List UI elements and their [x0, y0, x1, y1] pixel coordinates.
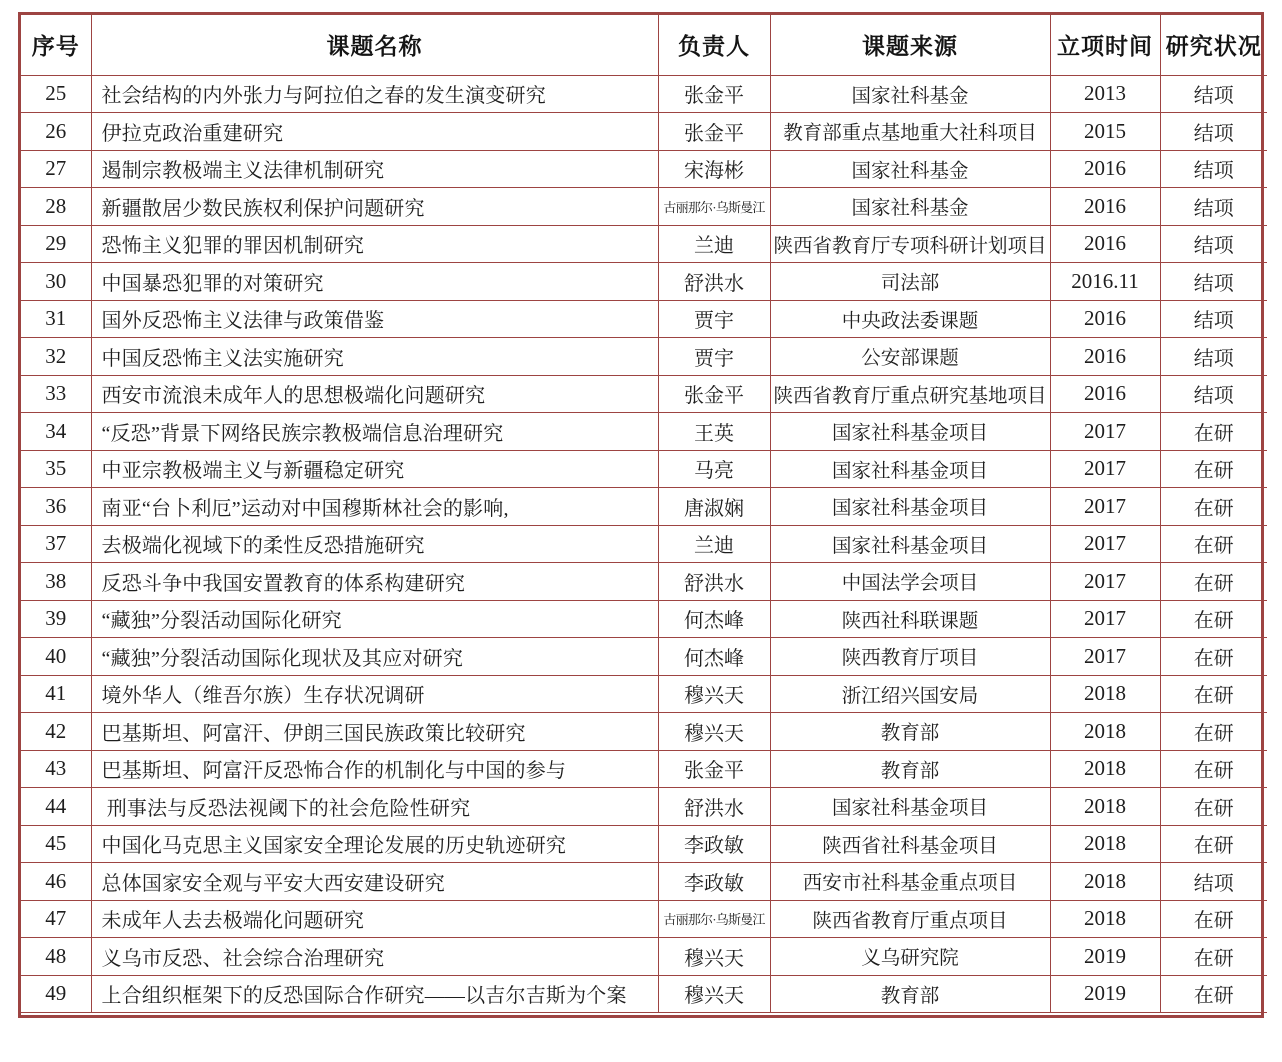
table-row — [21, 450, 1267, 488]
start-year: 2018 — [1050, 713, 1160, 751]
project-source: 义乌研究院 — [770, 938, 1050, 976]
project-title: 刑事法与反恐法视阈下的社会危险性研究 — [91, 788, 658, 826]
project-source: 陕西省教育厅重点研究基地项目 — [770, 375, 1050, 413]
table-row — [21, 638, 1267, 676]
project-source: 国家社科基金项目 — [770, 525, 1050, 563]
project-source: 国家社科基金项目 — [770, 488, 1050, 526]
start-year: 2018 — [1050, 900, 1160, 938]
row-number: 25 — [21, 75, 91, 113]
table-row — [21, 900, 1267, 938]
row-number: 42 — [21, 713, 91, 751]
row-number: 38 — [21, 563, 91, 601]
table-row — [21, 863, 1267, 901]
table-row — [21, 300, 1267, 338]
project-leader: 张金平 — [658, 75, 770, 113]
research-status: 在研 — [1160, 600, 1267, 638]
research-projects-table — [18, 12, 1264, 1018]
research-status: 在研 — [1160, 675, 1267, 713]
project-leader: 古丽那尔·乌斯曼江 — [658, 900, 770, 938]
project-source: 司法部 — [770, 263, 1050, 301]
start-year: 2017 — [1050, 450, 1160, 488]
project-source: 陕西省教育厅专项科研计划项目 — [770, 225, 1050, 263]
project-leader: 张金平 — [658, 375, 770, 413]
project-title: 中国反恐怖主义法实施研究 — [91, 338, 658, 376]
project-source: 教育部 — [770, 713, 1050, 751]
project-leader: 穆兴天 — [658, 713, 770, 751]
start-year: 2016 — [1050, 300, 1160, 338]
project-source: 国家社科基金项目 — [770, 450, 1050, 488]
research-status: 在研 — [1160, 488, 1267, 526]
research-status: 在研 — [1160, 900, 1267, 938]
project-title: 巴基斯坦、阿富汗、伊朗三国民族政策比较研究 — [91, 713, 658, 751]
row-number: 44 — [21, 788, 91, 826]
research-status: 在研 — [1160, 975, 1267, 1013]
project-title: 伊拉克政治重建研究 — [91, 113, 658, 151]
project-leader: 王英 — [658, 413, 770, 451]
project-title: 社会结构的内外张力与阿拉伯之春的发生演变研究 — [91, 75, 658, 113]
project-title: 国外反恐怖主义法律与政策借鉴 — [91, 300, 658, 338]
table-row — [21, 675, 1267, 713]
research-status: 结项 — [1160, 113, 1267, 151]
research-status: 结项 — [1160, 225, 1267, 263]
research-status: 结项 — [1160, 150, 1267, 188]
project-title: “藏独”分裂活动国际化现状及其应对研究 — [91, 638, 658, 676]
project-source: 陕西省社科基金项目 — [770, 825, 1050, 863]
project-leader: 兰迪 — [658, 225, 770, 263]
projects-table — [21, 15, 1267, 1013]
project-source: 中国法学会项目 — [770, 563, 1050, 601]
project-leader: 贾宇 — [658, 300, 770, 338]
project-title: 遏制宗教极端主义法律机制研究 — [91, 150, 658, 188]
start-year: 2017 — [1050, 525, 1160, 563]
project-source: 陕西社科联课题 — [770, 600, 1050, 638]
header-no: 序号 — [21, 15, 91, 75]
project-title: 巴基斯坦、阿富汗反恐怖合作的机制化与中国的参与 — [91, 750, 658, 788]
row-number: 46 — [21, 863, 91, 901]
table-row — [21, 113, 1267, 151]
table-row — [21, 563, 1267, 601]
header-source: 课题来源 — [770, 15, 1050, 75]
row-number: 37 — [21, 525, 91, 563]
row-number: 34 — [21, 413, 91, 451]
table-row — [21, 525, 1267, 563]
start-year: 2016 — [1050, 188, 1160, 226]
project-source: 中央政法委课题 — [770, 300, 1050, 338]
table-row — [21, 938, 1267, 976]
row-number: 28 — [21, 188, 91, 226]
research-status: 在研 — [1160, 563, 1267, 601]
project-leader: 张金平 — [658, 750, 770, 788]
row-number: 32 — [21, 338, 91, 376]
header-leader: 负责人 — [658, 15, 770, 75]
header-year: 立项时间 — [1050, 15, 1160, 75]
project-source: 国家社科基金 — [770, 75, 1050, 113]
project-source: 教育部 — [770, 750, 1050, 788]
project-source: 国家社科基金项目 — [770, 788, 1050, 826]
project-leader: 李政敏 — [658, 863, 770, 901]
row-number: 43 — [21, 750, 91, 788]
project-leader: 张金平 — [658, 113, 770, 151]
project-title: 中亚宗教极端主义与新疆稳定研究 — [91, 450, 658, 488]
research-status: 在研 — [1160, 450, 1267, 488]
project-leader: 李政敏 — [658, 825, 770, 863]
research-status: 结项 — [1160, 863, 1267, 901]
project-source: 陕西教育厅项目 — [770, 638, 1050, 676]
project-leader: 古丽那尔·乌斯曼江 — [658, 188, 770, 226]
project-source: 教育部重点基地重大社科项目 — [770, 113, 1050, 151]
row-number: 40 — [21, 638, 91, 676]
project-leader: 兰迪 — [658, 525, 770, 563]
project-leader: 何杰峰 — [658, 600, 770, 638]
project-leader: 舒洪水 — [658, 563, 770, 601]
row-number: 33 — [21, 375, 91, 413]
project-title: 恐怖主义犯罪的罪因机制研究 — [91, 225, 658, 263]
project-source: 陕西省教育厅重点项目 — [770, 900, 1050, 938]
research-status: 结项 — [1160, 188, 1267, 226]
start-year: 2016 — [1050, 338, 1160, 376]
project-title: 反恐斗争中我国安置教育的体系构建研究 — [91, 563, 658, 601]
start-year: 2018 — [1050, 863, 1160, 901]
start-year: 2019 — [1050, 938, 1160, 976]
project-source: 教育部 — [770, 975, 1050, 1013]
project-title: 上合组织框架下的反恐国际合作研究——以吉尔吉斯为个案 — [91, 975, 658, 1013]
project-leader: 穆兴天 — [658, 675, 770, 713]
start-year: 2018 — [1050, 750, 1160, 788]
table-row — [21, 375, 1267, 413]
start-year: 2018 — [1050, 788, 1160, 826]
header-title: 课题名称 — [91, 15, 658, 75]
project-source: 国家社科基金 — [770, 188, 1050, 226]
research-status: 在研 — [1160, 825, 1267, 863]
project-leader: 贾宇 — [658, 338, 770, 376]
project-source: 国家社科基金 — [770, 150, 1050, 188]
research-status: 在研 — [1160, 525, 1267, 563]
start-year: 2013 — [1050, 75, 1160, 113]
project-leader: 穆兴天 — [658, 938, 770, 976]
start-year: 2016 — [1050, 375, 1160, 413]
start-year: 2018 — [1050, 825, 1160, 863]
research-status: 结项 — [1160, 300, 1267, 338]
project-leader: 舒洪水 — [658, 263, 770, 301]
table-row — [21, 338, 1267, 376]
project-title: 总体国家安全观与平安大西安建设研究 — [91, 863, 658, 901]
table-row — [21, 150, 1267, 188]
start-year: 2019 — [1050, 975, 1160, 1013]
research-status: 结项 — [1160, 75, 1267, 113]
research-status: 在研 — [1160, 713, 1267, 751]
row-number: 49 — [21, 975, 91, 1013]
project-leader: 马亮 — [658, 450, 770, 488]
start-year: 2015 — [1050, 113, 1160, 151]
table-header — [21, 15, 1267, 75]
project-leader: 穆兴天 — [658, 975, 770, 1013]
table-row — [21, 975, 1267, 1013]
table-row — [21, 713, 1267, 751]
research-status: 在研 — [1160, 788, 1267, 826]
start-year: 2017 — [1050, 563, 1160, 601]
table-row — [21, 188, 1267, 226]
table-row — [21, 750, 1267, 788]
project-title: 中国化马克思主义国家安全理论发展的历史轨迹研究 — [91, 825, 658, 863]
project-leader: 何杰峰 — [658, 638, 770, 676]
row-number: 31 — [21, 300, 91, 338]
row-number: 41 — [21, 675, 91, 713]
start-year: 2016 — [1050, 150, 1160, 188]
research-status: 结项 — [1160, 338, 1267, 376]
research-status: 在研 — [1160, 938, 1267, 976]
table-row — [21, 488, 1267, 526]
project-source: 国家社科基金项目 — [770, 413, 1050, 451]
project-source: 公安部课题 — [770, 338, 1050, 376]
row-number: 48 — [21, 938, 91, 976]
row-number: 30 — [21, 263, 91, 301]
start-year: 2017 — [1050, 488, 1160, 526]
project-source: 浙江绍兴国安局 — [770, 675, 1050, 713]
start-year: 2016.11 — [1050, 263, 1160, 301]
project-title: 中国暴恐犯罪的对策研究 — [91, 263, 658, 301]
start-year: 2017 — [1050, 600, 1160, 638]
project-source: 西安市社科基金重点项目 — [770, 863, 1050, 901]
research-status: 在研 — [1160, 638, 1267, 676]
table-row — [21, 263, 1267, 301]
research-status: 结项 — [1160, 375, 1267, 413]
row-number: 35 — [21, 450, 91, 488]
header-row — [21, 15, 1267, 75]
start-year: 2017 — [1050, 413, 1160, 451]
table-row — [21, 600, 1267, 638]
project-title: 未成年人去去极端化问题研究 — [91, 900, 658, 938]
row-number: 39 — [21, 600, 91, 638]
research-status: 在研 — [1160, 413, 1267, 451]
table-body — [21, 75, 1267, 1013]
header-status: 研究状况 — [1160, 15, 1267, 75]
row-number: 26 — [21, 113, 91, 151]
research-status: 结项 — [1160, 263, 1267, 301]
project-title: 去极端化视域下的柔性反恐措施研究 — [91, 525, 658, 563]
project-title: 西安市流浪未成年人的思想极端化问题研究 — [91, 375, 658, 413]
table-row — [21, 825, 1267, 863]
row-number: 45 — [21, 825, 91, 863]
project-title: 义乌市反恐、社会综合治理研究 — [91, 938, 658, 976]
project-title: 境外华人（维吾尔族）生存状况调研 — [91, 675, 658, 713]
row-number: 47 — [21, 900, 91, 938]
table-row — [21, 788, 1267, 826]
project-title: “反恐”背景下网络民族宗教极端信息治理研究 — [91, 413, 658, 451]
start-year: 2016 — [1050, 225, 1160, 263]
project-leader: 宋海彬 — [658, 150, 770, 188]
row-number: 27 — [21, 150, 91, 188]
project-title: 南亚“台卜利厄”运动对中国穆斯林社会的影响, — [91, 488, 658, 526]
project-title: “藏独”分裂活动国际化研究 — [91, 600, 658, 638]
project-title: 新疆散居少数民族权利保护问题研究 — [91, 188, 658, 226]
table-row — [21, 225, 1267, 263]
start-year: 2017 — [1050, 638, 1160, 676]
start-year: 2018 — [1050, 675, 1160, 713]
project-leader: 唐淑娴 — [658, 488, 770, 526]
table-row — [21, 75, 1267, 113]
row-number: 36 — [21, 488, 91, 526]
table-row — [21, 413, 1267, 451]
row-number: 29 — [21, 225, 91, 263]
research-status: 在研 — [1160, 750, 1267, 788]
project-leader: 舒洪水 — [658, 788, 770, 826]
